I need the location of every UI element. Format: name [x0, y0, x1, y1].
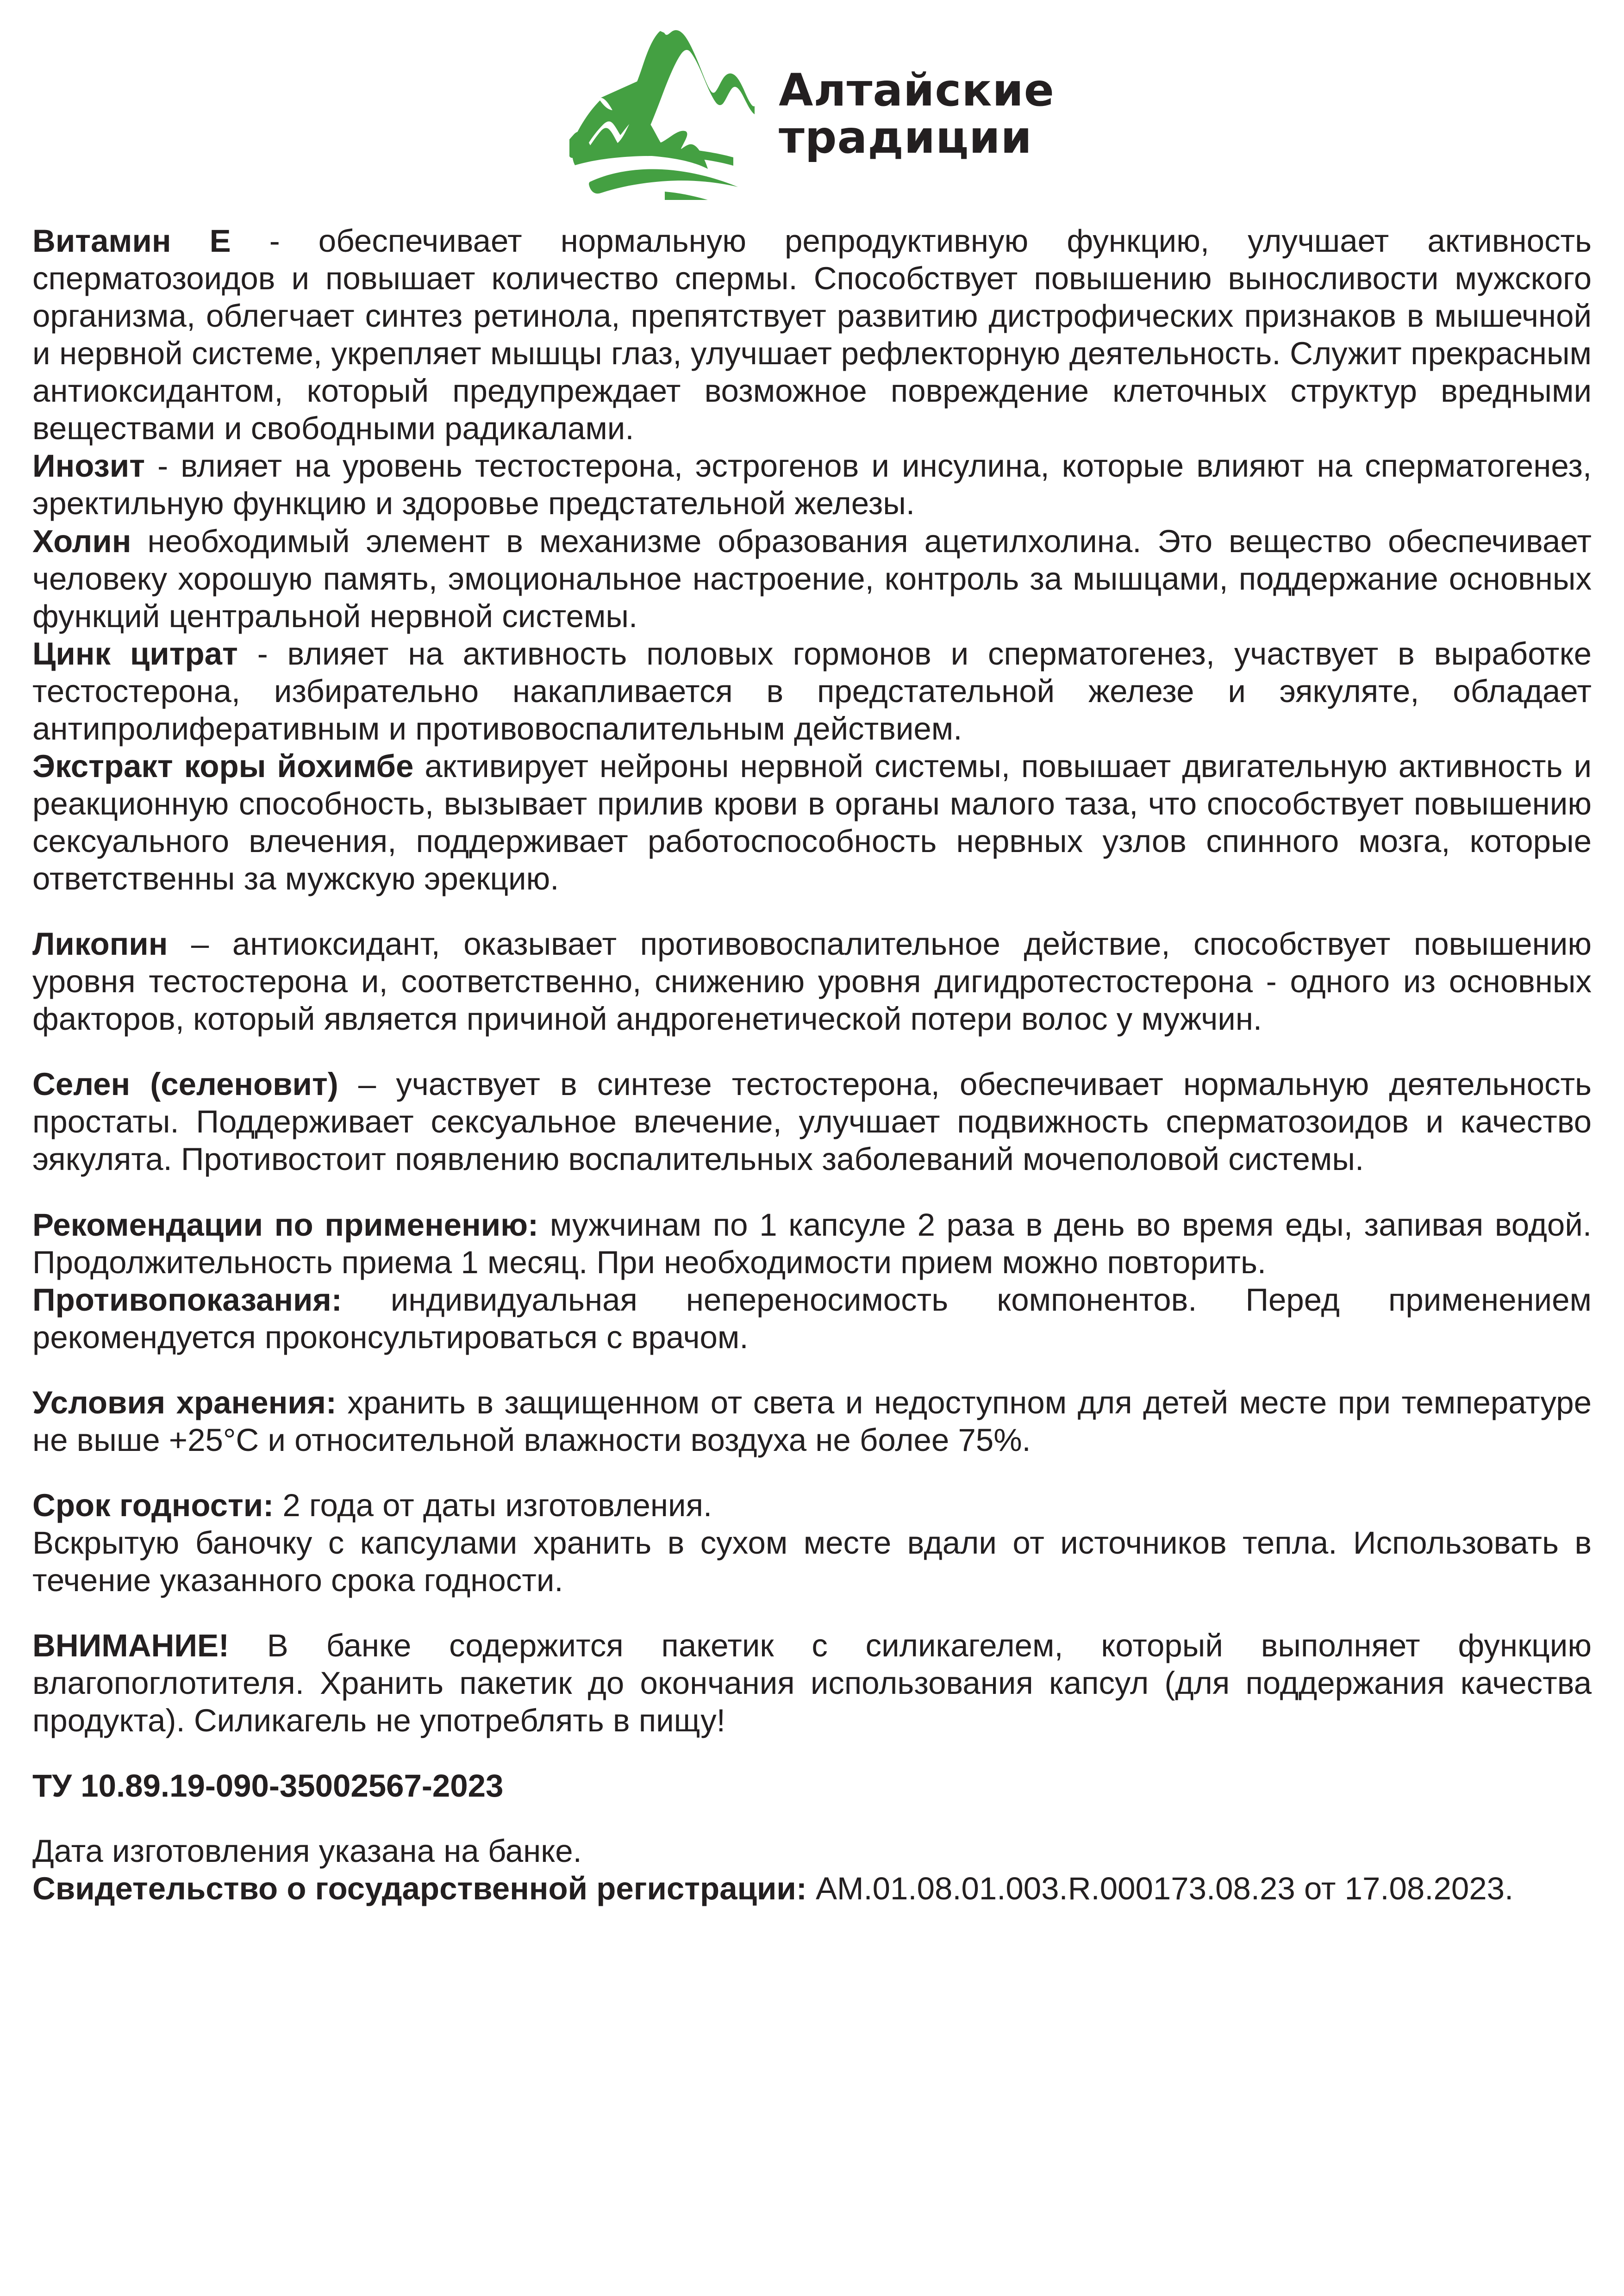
registration-date-prefix: от: [1304, 1871, 1345, 1907]
ingredient-selenium: [32, 1065, 1592, 1178]
shelf-life: [32, 1487, 1592, 1524]
usage-text: мужчинам по 1 капсуле 2 раза в день во время еды, запивая водой. Продолжительность приема 1 месяц. При необходимости прием можно повторить.: [32, 1207, 1592, 1280]
spacer: [32, 1356, 1592, 1384]
ingredient-description: участвует в синтезе тестостерона, обеспечивает нормальную деятельность простаты. Поддерживает сексуальное влечение, улучшает подвижность сперматозоидов и качество эякулята. Противостоит появлению воспалительных заболеваний мочеполовой системы.: [32, 1066, 1592, 1177]
brand-name-line-1: Алтайские: [779, 64, 1055, 117]
ingredient-description: влияет на активность половых гормонов и сперматогенез, участвует в выработке тестостерона, избирательно накапливается в предстательной железе и эякуляте, обладает антипролиферативным и противовоспалительным действием.: [32, 635, 1592, 747]
contraindications: [32, 1281, 1592, 1356]
ingredient-separator: [413, 748, 425, 784]
brand-header: [0, 24, 1624, 205]
ingredient-yohimbe: [32, 747, 1592, 897]
spacer: [32, 1178, 1592, 1206]
ingredient-description: влияет на уровень тестостерона, эстрогенов и инсулина, которые влияют на сперматогенез, эректильную функцию и здоровье предстательной железы.: [32, 448, 1592, 522]
shelf-life-text: 2 года от даты изготовления.: [274, 1487, 712, 1523]
ingredient-description: необходимый элемент в механизме образования ацетилхолина. Это вещество обеспечивает человеку хорошую память, эмоциональное настроение, контроль за мышцами, поддержание основных функций центральной нервной системы.: [32, 523, 1592, 634]
ingredient-description: антиоксидант, оказывает противовоспалительное действие, способствует повышению уровня тестостерона и, соответственно, снижению уровня дигидротестостерона - одного из основных факторов, который является причиной андрогенетической потери волос у мужчин.: [32, 926, 1592, 1037]
ingredient-name: Инозит: [32, 448, 145, 484]
manufacture-date-note: Дата изготовления указана на банке.: [32, 1833, 582, 1869]
storage-conditions: [32, 1384, 1592, 1459]
attention-notice: [32, 1627, 1592, 1739]
ingredient-description: активирует нейроны нервной системы, повышает двигательную активность и реакционную способность, вызывает прилив крови в органы малого таза, что способствует повышению сексуального влечения, поддерживает работоспособность нервных узлов спинного мозга, которые ответственны за мужскую эрекцию.: [32, 748, 1592, 897]
ingredient-name: Селен (селеновит): [32, 1066, 338, 1102]
ingredient-name: Цинк цитрат: [32, 635, 238, 672]
contraindications-label: Противопоказания:: [32, 1282, 342, 1318]
ingredient-separator: -: [231, 223, 319, 259]
brand-name-line-2: традиции: [779, 112, 1032, 163]
contraindications-text: индивидуальная непереносимость компонентов. Перед применением рекомендуется проконсультироваться с врачом.: [32, 1282, 1592, 1355]
specification-code-value: ТУ 10.89.19-090-35002567-2023: [32, 1768, 504, 1804]
insert-body: [32, 222, 1592, 1907]
spacer: [32, 1739, 1592, 1767]
ingredient-name: Ликопин: [32, 926, 168, 962]
ingredient-name: Витамин Е: [32, 223, 231, 259]
registration-date: 17.08.2023.: [1344, 1871, 1514, 1907]
usage-recommendations: [32, 1206, 1592, 1281]
spacer: [32, 897, 1592, 925]
usage-label: Рекомендации по применению:: [32, 1207, 539, 1243]
ingredient-vitamin-e: [32, 222, 1592, 447]
ingredient-inosit: [32, 447, 1592, 522]
attention-label: ВНИМАНИЕ!: [32, 1628, 229, 1664]
ingredient-zinc-citrate: [32, 635, 1592, 747]
registration-label: Свидетельство о государственной регистрации:: [32, 1871, 807, 1907]
spacer: [32, 1038, 1592, 1065]
shelf-life-label: Срок годности:: [32, 1487, 274, 1523]
ingredient-lycopene: [32, 925, 1592, 1038]
brand-wordmark: [779, 64, 1055, 163]
spacer: [32, 1599, 1592, 1627]
state-registration: [32, 1870, 1592, 1907]
attention-text: В банке содержится пакетик с силикагелем, который выполняет функцию влагопоглотителя. Хранить пакетик до окончания использования капсул (для поддержания качества продукта). Силикагель не употреблять в пищу!: [32, 1628, 1592, 1739]
ingredient-name: Холин: [32, 523, 131, 559]
spacer: [32, 1459, 1592, 1487]
storage-label: Условия хранения:: [32, 1384, 337, 1420]
ingredient-name: Экстракт коры йохимбе: [32, 748, 414, 784]
ingredient-separator: –: [168, 926, 232, 962]
spacer: [32, 1804, 1592, 1832]
specification-code: [32, 1767, 1592, 1804]
ingredient-holin: [32, 523, 1592, 635]
ingredient-separator: -: [145, 448, 181, 484]
ingredient-separator: [131, 523, 147, 559]
ingredient-separator: -: [237, 635, 287, 672]
registration-number: АМ.01.08.01.003.R.000173.08.23: [806, 1871, 1304, 1907]
shelf-life-note: Вскрытую баночку с капсулами хранить в сухом месте вдали от источников тепла. Использовать в течение указанного срока годности.: [32, 1524, 1592, 1598]
ingredient-separator: –: [338, 1066, 396, 1102]
ingredient-description: обеспечивает нормальную репродуктивную функцию, улучшает активность сперматозоидов и повышает количество спермы. Способствует повышению выносливости мужского организма, облегчает синтез ретинола, препятствует развитию дистрофических признаков в мышечной и нервной системе, укрепляет мышцы глаз, улучшает рефлекторную деятельность. Служит прекрасным антиоксидантом, который предупреждает возможное повреждение клеточных структур вредными веществами и свободными радикалами.: [32, 223, 1592, 447]
storage-text: хранить в защищенном от света и недоступном для детей месте при температуре не выше +25°С и относительной влажности воздуха не более 75%.: [32, 1384, 1592, 1458]
mountain-wave-logo-icon: [569, 29, 755, 200]
